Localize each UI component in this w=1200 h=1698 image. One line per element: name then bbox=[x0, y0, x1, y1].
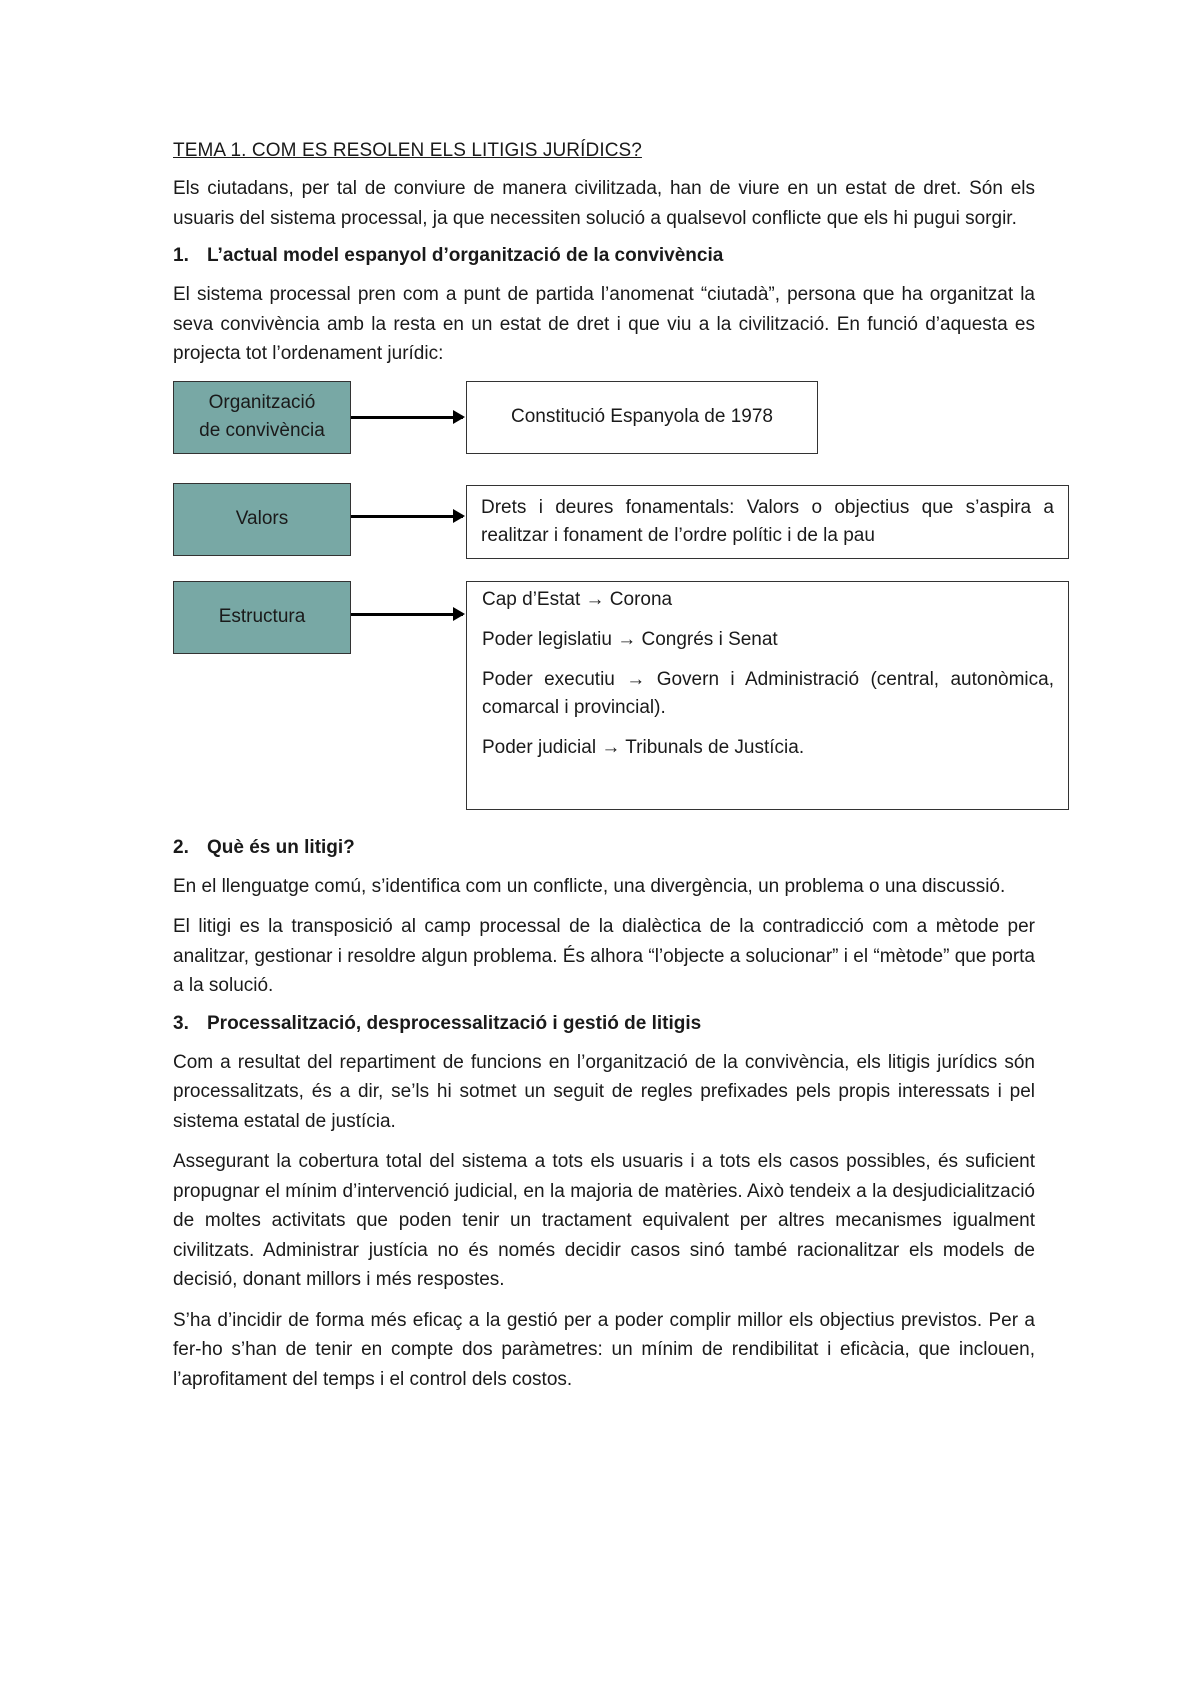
box-organitzacio-line1: Organització bbox=[208, 392, 316, 413]
estructura-item: Poder executiu → Govern i Administració (central, autonòmica, comarcal i provincial). bbox=[482, 668, 1054, 718]
box-estructura bbox=[173, 581, 351, 654]
section-3-paragraph: Com a resultat del repartiment de funcions en l’organització de la convivència, els litigis jurídics són processalitzats, és a dir, se’ls hi sotmet un seguit de regles prefixades pels propis interessats i pel sistema estatal de justícia. bbox=[173, 1051, 1035, 1132]
section-3-paragraph: S’ha d’incidir de forma més eficaç a la gestió per a poder complir millor els objectius previstos. Per a fer-ho s’han de tenir en compte dos paràmetres: un mínim de rendibilitat i eficàcia, que inclouen, l’aprofitament del temps i el control dels costos. bbox=[173, 1309, 1035, 1390]
section-1-title: L’actual model espanyol d’organització de la convivència bbox=[207, 245, 724, 266]
box-drets-deures-text: Drets i deures fonamentals: Valors o objectius que s’aspira a realitzar i fonament de l’ordre polític i de la pau bbox=[481, 496, 1054, 546]
section-1-number: 1. bbox=[173, 245, 189, 266]
section-3-title: Processalització, desprocessalització i gestió de litigis bbox=[207, 1012, 702, 1034]
box-estructura-detail bbox=[466, 581, 1069, 810]
section-3-number: 3. bbox=[173, 1012, 189, 1034]
intro-paragraph: Els ciutadans, per tal de conviure de manera civilitzada, han de viure en un estat de dret. Són els usuaris del sistema processal, ja que necessiten solució a qualsevol conflicte que els hi pugui sorgir. bbox=[173, 178, 1035, 229]
section-2-title: Què és un litigi? bbox=[207, 836, 355, 858]
section-1-paragraph: El sistema processal pren com a punt de partida l’anomenat “ciutadà”, persona que ha organitzat la seva convivència amb la resta en un estat de dret i que viu a la civilització. En funció d’aquesta es projecta tot l’ordenament jurídic: bbox=[173, 284, 1035, 364]
estructura-item: Poder judicial → Tribunals de Justícia. bbox=[482, 736, 805, 758]
section-3-paragraph: Assegurant la cobertura total del sistema a tots els usuaris i a tots els casos possibles, és suficient propugnar el mínim d’intervenció judicial, en la majoria de matèries. Això tendeix a la desjudicialització de moltes activitats que poden tenir un tractament equivalent per altres mecanismes igualment civilitzats. Administrar justícia no és només decidir casos sinó també racionalitzar els models de decisió, donant millors i més respostes. bbox=[173, 1151, 1035, 1290]
arrow-right-icon bbox=[351, 416, 463, 419]
section-2-paragraph: En el llenguatge comú, s’identifica com un conflicte, una divergència, un problema o una discussió. bbox=[173, 875, 1006, 897]
section-2-paragraph: El litigi es la transposició al camp processal de la dialèctica de la contradicció com a mètode per analitzar, gestionar i resoldre algun problema. És alhora “l’objecte a solucionar” i el “mètode” que porta a la solució. bbox=[173, 916, 1035, 996]
box-organitzacio-line2: de convivència bbox=[199, 420, 325, 441]
estructura-item: Cap d’Estat → Corona bbox=[482, 588, 673, 610]
section-1-heading bbox=[173, 244, 1035, 268]
box-valors-text: Valors bbox=[235, 508, 289, 529]
section-2-number: 2. bbox=[173, 836, 189, 858]
document-page bbox=[173, 140, 1054, 1405]
box-organitzacio bbox=[173, 381, 351, 454]
box-valors bbox=[173, 483, 351, 556]
arrow-right-icon bbox=[351, 515, 463, 518]
box-drets-deures bbox=[466, 485, 1069, 559]
box-constitucio bbox=[466, 381, 818, 454]
estructura-item: Poder legislatiu → Congrés i Senat bbox=[482, 628, 778, 650]
arrow-right-icon bbox=[351, 613, 463, 616]
box-estructura-text: Estructura bbox=[218, 606, 306, 627]
document-title: TEMA 1. COM ES RESOLEN ELS LITIGIS JURÍDICS? bbox=[173, 140, 642, 161]
section-2-heading bbox=[173, 836, 1035, 860]
box-constitucio-text: Constitució Espanyola de 1978 bbox=[511, 406, 773, 427]
section-3-heading bbox=[173, 1012, 1035, 1036]
organization-diagram bbox=[173, 381, 1054, 826]
